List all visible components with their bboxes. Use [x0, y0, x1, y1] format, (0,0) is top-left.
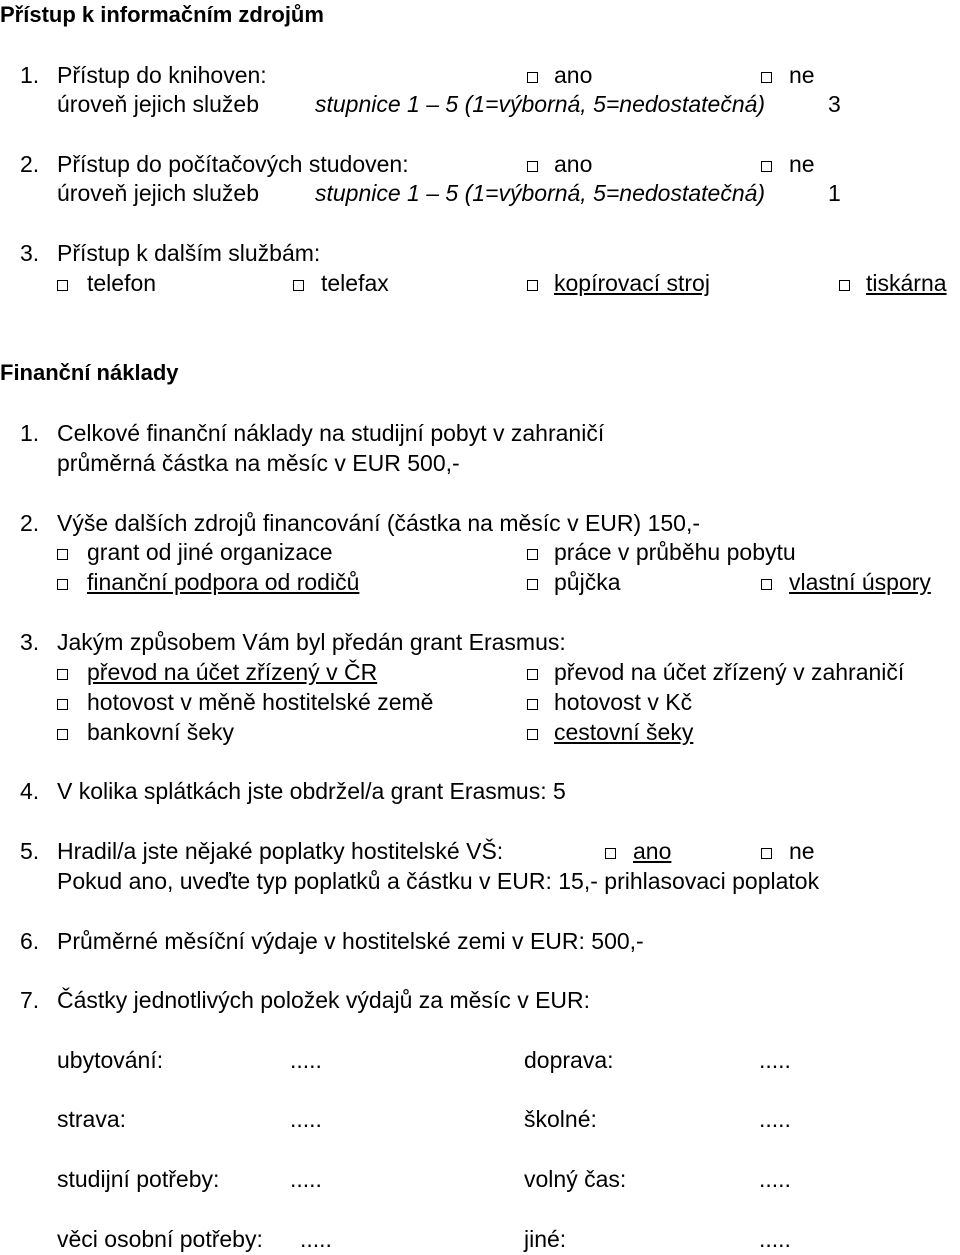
expense-food-label: strava: — [57, 1106, 127, 1132]
expense-free-time-label: volný čas: — [524, 1166, 627, 1192]
library-access-yes-checkbox[interactable] — [527, 72, 538, 83]
total-costs-label: Celkové finanční náklady na studijní pobyt v zahraničí — [57, 420, 605, 446]
computer-room-service-level-label: úroveň jejich služeb — [57, 180, 260, 206]
other-services-label: Přístup k dalším službám: — [57, 240, 321, 266]
loan-label: půjčka — [554, 569, 621, 595]
computer-room-yes-label: ano — [554, 151, 593, 177]
telephone-checkbox[interactable] — [57, 280, 68, 291]
computer-room-access-label: Přístup do počítačových studoven: — [57, 151, 409, 177]
library-access-yes-label: ano — [554, 62, 593, 88]
bank-cheques-checkbox[interactable] — [57, 729, 68, 740]
question-number: 5. — [20, 838, 40, 864]
host-fees-label: Hradil/a jste nějaké poplatky hostitelské VŠ: — [57, 838, 504, 864]
own-savings-checkbox[interactable] — [761, 579, 772, 590]
question-number: 3. — [20, 629, 40, 655]
bank-cheques-label: bankovní šeky — [87, 719, 235, 745]
cash-czk-checkbox[interactable] — [527, 699, 538, 710]
expense-accommodation-value: ..... — [290, 1047, 322, 1073]
computer-room-no-checkbox[interactable] — [761, 161, 772, 172]
cash-host-currency-label: hotovost v měně hostitelské země — [87, 689, 434, 715]
transfer-foreign-account-label: převod na účet zřízený v zahraničí — [554, 659, 905, 685]
library-service-scale: stupnice 1 – 5 (1=výborná, 5=nedostatečná) — [315, 91, 766, 117]
expense-food-value: ..... — [290, 1106, 322, 1132]
host-fees-no-label: ne — [789, 838, 815, 864]
question-number: 4. — [20, 778, 40, 804]
expense-accommodation-label: ubytování: — [57, 1047, 164, 1073]
question-number: 2. — [20, 510, 40, 536]
travel-cheques-label: cestovní šeky — [554, 719, 694, 745]
library-access-no-checkbox[interactable] — [761, 72, 772, 83]
other-org-grant-checkbox[interactable] — [57, 549, 68, 560]
expense-personal-needs-value: ..... — [300, 1226, 332, 1252]
library-access-no-label: ne — [789, 62, 815, 88]
expense-transport-label: doprava: — [524, 1047, 614, 1073]
expense-other-label: jiné: — [524, 1226, 567, 1252]
other-funding-label: Výše dalších zdrojů financování (částka na měsíc v EUR) 150,- — [57, 510, 701, 536]
expense-other-value: ..... — [759, 1226, 791, 1252]
transfer-cz-account-label: převod na účet zřízený v ČR — [87, 659, 378, 685]
expense-study-needs-value: ..... — [290, 1166, 322, 1192]
question-number: 1. — [20, 62, 40, 88]
expense-tuition-value: ..... — [759, 1106, 791, 1132]
transfer-foreign-account-checkbox[interactable] — [527, 669, 538, 680]
copier-checkbox[interactable] — [527, 280, 538, 291]
printer-label: tiskárna — [866, 270, 947, 296]
installments-label: V kolika splátkách jste obdržel/a grant Erasmus: 5 — [57, 778, 566, 804]
question-number: 3. — [20, 240, 40, 266]
cash-czk-label: hotovost v Kč — [554, 689, 693, 715]
copier-label: kopírovací stroj — [554, 270, 710, 296]
library-access-label: Přístup do knihoven: — [57, 62, 267, 88]
host-fees-detail: Pokud ano, uveďte typ poplatků a částku v EUR: 15,- prihlasovaci poplatok — [57, 868, 820, 894]
host-fees-no-checkbox[interactable] — [761, 848, 772, 859]
transfer-cz-account-checkbox[interactable] — [57, 669, 68, 680]
host-fees-yes-checkbox[interactable] — [605, 848, 616, 859]
printer-checkbox[interactable] — [839, 280, 850, 291]
host-fees-yes-label: ano — [633, 838, 672, 864]
telephone-label: telefon — [87, 270, 157, 296]
work-during-stay-checkbox[interactable] — [527, 549, 538, 560]
monthly-expenses-label: Průměrné měsíční výdaje v hostitelské zemi v EUR: 500,- — [57, 928, 644, 954]
expense-transport-value: ..... — [759, 1047, 791, 1073]
expense-tuition-label: školné: — [524, 1106, 597, 1132]
computer-room-no-label: ne — [789, 151, 815, 177]
average-monthly-amount: průměrná částka na měsíc v EUR 500,- — [57, 450, 460, 476]
question-number: 6. — [20, 928, 40, 954]
question-number: 2. — [20, 151, 40, 177]
computer-room-service-scale: stupnice 1 – 5 (1=výborná, 5=nedostatečná) — [315, 180, 766, 206]
expense-free-time-value: ..... — [759, 1166, 791, 1192]
grant-transfer-label: Jakým způsobem Vám byl předán grant Erasmus: — [57, 629, 566, 655]
expense-personal-needs-label: věci osobní potřeby: — [57, 1226, 263, 1252]
parent-support-checkbox[interactable] — [57, 579, 68, 590]
cash-host-currency-checkbox[interactable] — [57, 699, 68, 710]
section-title-information-resources: Přístup k informačním zdrojům — [0, 2, 324, 27]
question-number: 7. — [20, 987, 40, 1013]
expense-study-needs-label: studijní potřeby: — [57, 1166, 220, 1192]
work-during-stay-label: práce v průběhu pobytu — [554, 539, 796, 565]
other-org-grant-label: grant od jiné organizace — [87, 539, 333, 565]
library-service-level-label: úroveň jejich služeb — [57, 91, 260, 117]
travel-cheques-checkbox[interactable] — [527, 729, 538, 740]
computer-room-yes-checkbox[interactable] — [527, 161, 538, 172]
section-title-financial-costs: Finanční náklady — [0, 360, 179, 385]
expense-items-label: Částky jednotlivých položek výdajů za měsíc v EUR: — [57, 987, 591, 1013]
loan-checkbox[interactable] — [527, 579, 538, 590]
telefax-checkbox[interactable] — [293, 280, 304, 291]
telefax-label: telefax — [321, 270, 389, 296]
computer-room-service-rating: 1 — [828, 180, 841, 206]
parent-support-label: finanční podpora od rodičů — [87, 569, 360, 595]
own-savings-label: vlastní úspory — [789, 569, 931, 595]
question-number: 1. — [20, 420, 40, 446]
library-service-rating: 3 — [828, 91, 841, 117]
